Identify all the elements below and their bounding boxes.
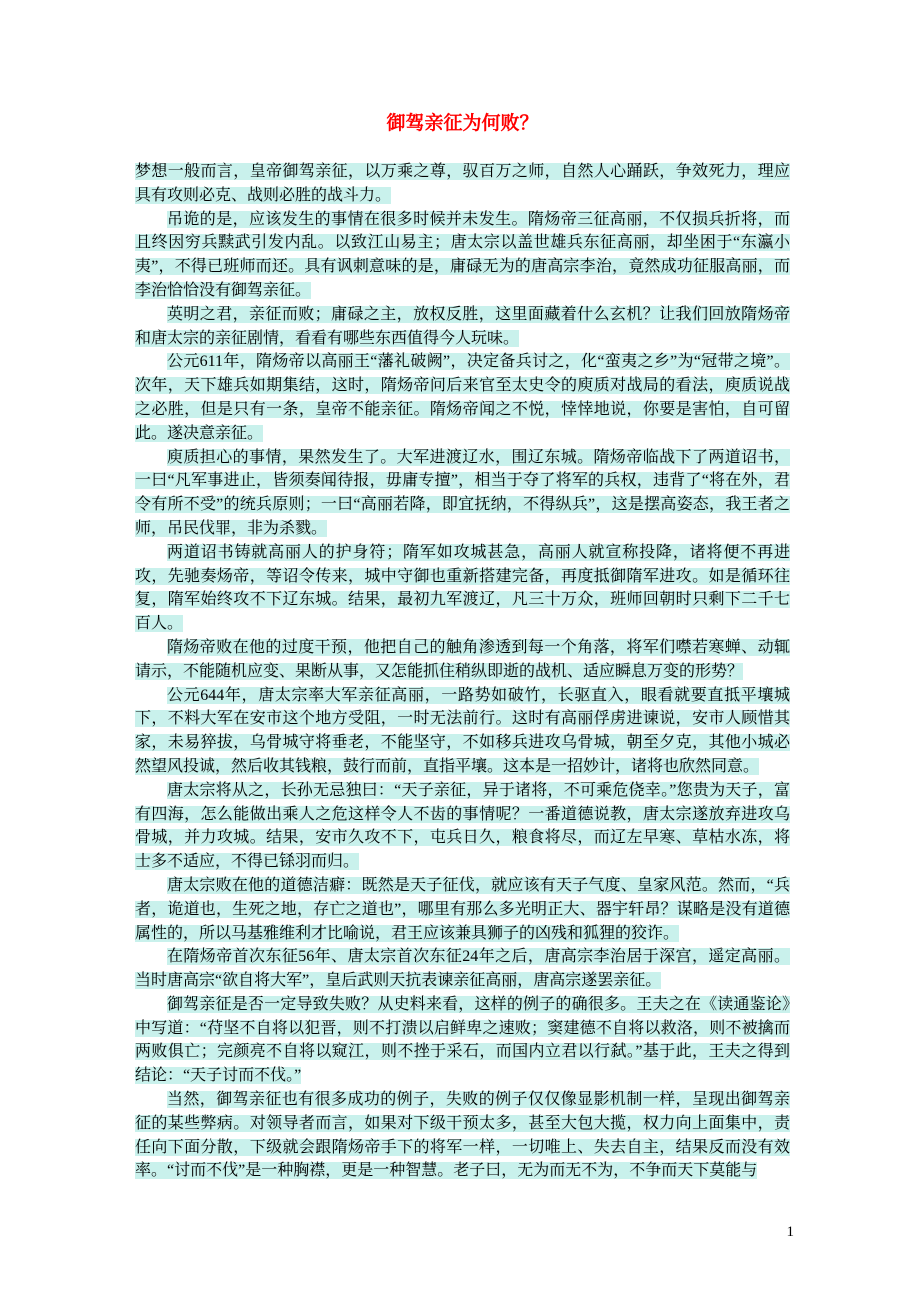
paragraph-text: 当然，御驾亲征也有很多成功的例子，失败的例子仅仅像显影机制一样，呈现出御驾亲征的某些弊病。对领导者而言，如果对下级干预太多，甚至大包大揽，权力向上面集中，责任向下面分散，下级就会跟隋炀帝手下的将军一样，一切唯上、失去自主，结果反而没有效率。“讨而不伐”是一种胸襟，更是一种智慧。老子曰，无为而无不为，不争而天下莫能与	[135, 1091, 790, 1180]
paragraph-text: 隋炀帝败在他的过度干预，他把自己的触角渗透到每一个角落，将军们噤若寒蝉、动辄请示，不能随机应变、果断从事，又怎能抓住稍纵即逝的战机、适应瞬息万变的形势？	[135, 638, 790, 680]
paragraph-text: 公元644年，唐太宗率大军亲征高丽，一路势如破竹，长驱直入，眼看就要直抵平壤城下，不料大军在安市这个地方受阻，一时无法前行。这时有高丽俘虏进谏说，安市人顾惜其家，未易猝拔，乌骨城守将垂老，不能坚守，不如移兵进攻乌骨城，朝至夕克，其他小城必然望风投诚，然后收其钱粮，鼓行而前，直指平壤。这本是一招妙计，诸将也欣然同意。	[135, 686, 790, 775]
paragraph-text: 公元611年，隋炀帝以高丽王“藩礼破阙”，决定备兵讨之，化“蛮夷之乡”为“冠带之境”。次年，天下雄兵如期集结，这时，隋炀帝问后来官至太史令的庾质对战局的看法，庾质说战之必胜，但是只有一条，皇帝不能亲征。隋炀帝闻之不悦，悻悻地说，你要是害怕，自可留此。遂决意亲征。	[135, 353, 790, 442]
paragraph-text: 两道诏书铸就高丽人的护身符；隋军如攻城甚急，高丽人就宣称投降，诸将便不再进攻，先驰奏炀帝，等诏令传来，城中守御也重新搭建完备，再度抵御隋军进攻。如是循环往复，隋军始终攻不下辽东城。结果，最初九军渡辽，凡三十万众，班师回朝时只剩下二千七百人。	[135, 543, 790, 633]
paragraph-text: 御驾亲征是否一定导致失败？从史料来看，这样的例子的确很多。王夫之在《读通鉴论》中写道：“苻坚不自将以犯晋，则不打溃以启鲜卑之速败；窦建德不自将以救洛，则不被擒而两败俱亡；完颜亮不自将以窥江，则不挫于采石，而国内立君以行弑。”基于此，王夫之得到结论：“天子讨而不伐。”	[135, 995, 790, 1085]
document-title: 御驾亲征为何败？	[386, 113, 539, 134]
paragraph	[135, 446, 790, 541]
paragraph	[135, 541, 790, 636]
paragraph	[135, 303, 790, 351]
document-body	[135, 160, 790, 1183]
paragraph	[135, 779, 790, 874]
paragraph-text: 吊诡的是，应该发生的事情在很多时候并未发生。隋炀帝三征高丽，不仅损兵折将，而且终因穷兵黩武引发内乱。以致江山易主；唐太宗以盖世雄兵东征高丽，却坐困于“东瀛小夷”，不得已班师而还。具有讽刺意味的是，庸碌无为的唐高宗李治，竟然成功征服高丽，而李治恰恰没有御驾亲征。	[135, 210, 790, 299]
paragraph-text: 在隋炀帝首次东征56年、唐太宗首次东征24年之后，唐高宗李治居于深宫，遥定高丽。当时唐高宗“欲自将大军”，皇后武则天抗表谏亲征高丽，唐高宗遂罢亲征。	[135, 948, 790, 990]
paragraph	[135, 684, 790, 779]
paragraph	[135, 160, 790, 208]
paragraph	[135, 1088, 790, 1183]
paragraph	[135, 945, 790, 993]
paragraph	[135, 993, 790, 1088]
paragraph	[135, 208, 790, 303]
paragraph-text: 唐太宗败在他的道德洁癖：既然是天子征伐，就应该有天子气度、皇家风范。然而，“兵者，诡道也，生死之地，存亡之道也”，哪里有那么多光明正大、器宇轩昂？谋略是没有道德属性的，所以马基雅维利才比喻说，君王应该兼具狮子的凶残和狐狸的狡诈。	[135, 876, 790, 942]
paragraph	[135, 874, 790, 945]
paragraph-text: 英明之君，亲征而败；庸碌之主，放权反胜，这里面藏着什么玄机？让我们回放隋炀帝和唐太宗的亲征剧情，看看有哪些东西值得今人玩味。	[135, 305, 790, 347]
paragraph-text: 庾质担心的事情，果然发生了。大军进渡辽水，围辽东城。隋炀帝临战下了两道诏书，一曰“凡军事进止，皆须奏闻待报，毋庸专擅”，相当于夺了将军的兵权，违背了“将在外，君令有所不受”的统兵原则；一曰“高丽若降，即宜抚纳，不得纵兵”，这是摆高姿态，我王者之师，吊民伐罪，非为杀戮。	[135, 448, 790, 537]
page-number: 1	[786, 1224, 794, 1240]
paragraph	[135, 350, 790, 445]
paragraph-text: 梦想一般而言，皇帝御驾亲征，以万乘之尊，驭百万之师，自然人心踊跃，争效死力，理应具有攻则必克、战则必胜的战斗力。	[135, 163, 790, 204]
paragraph	[135, 636, 790, 684]
paragraph-text: 唐太宗将从之，长孙无忌独曰：“天子亲征，异于诸将，不可乘危侥幸。”您贵为天子，富有四海，怎么能做出乘人之危这样令人不齿的事情呢？一番道德说教，唐太宗遂放弃进攻乌骨城，并力攻城。结果，安市久攻不下，屯兵日久，粮食将尽，而辽左早寒、草枯水冻，将士多不适应，不得已铩羽而归。	[135, 781, 790, 871]
